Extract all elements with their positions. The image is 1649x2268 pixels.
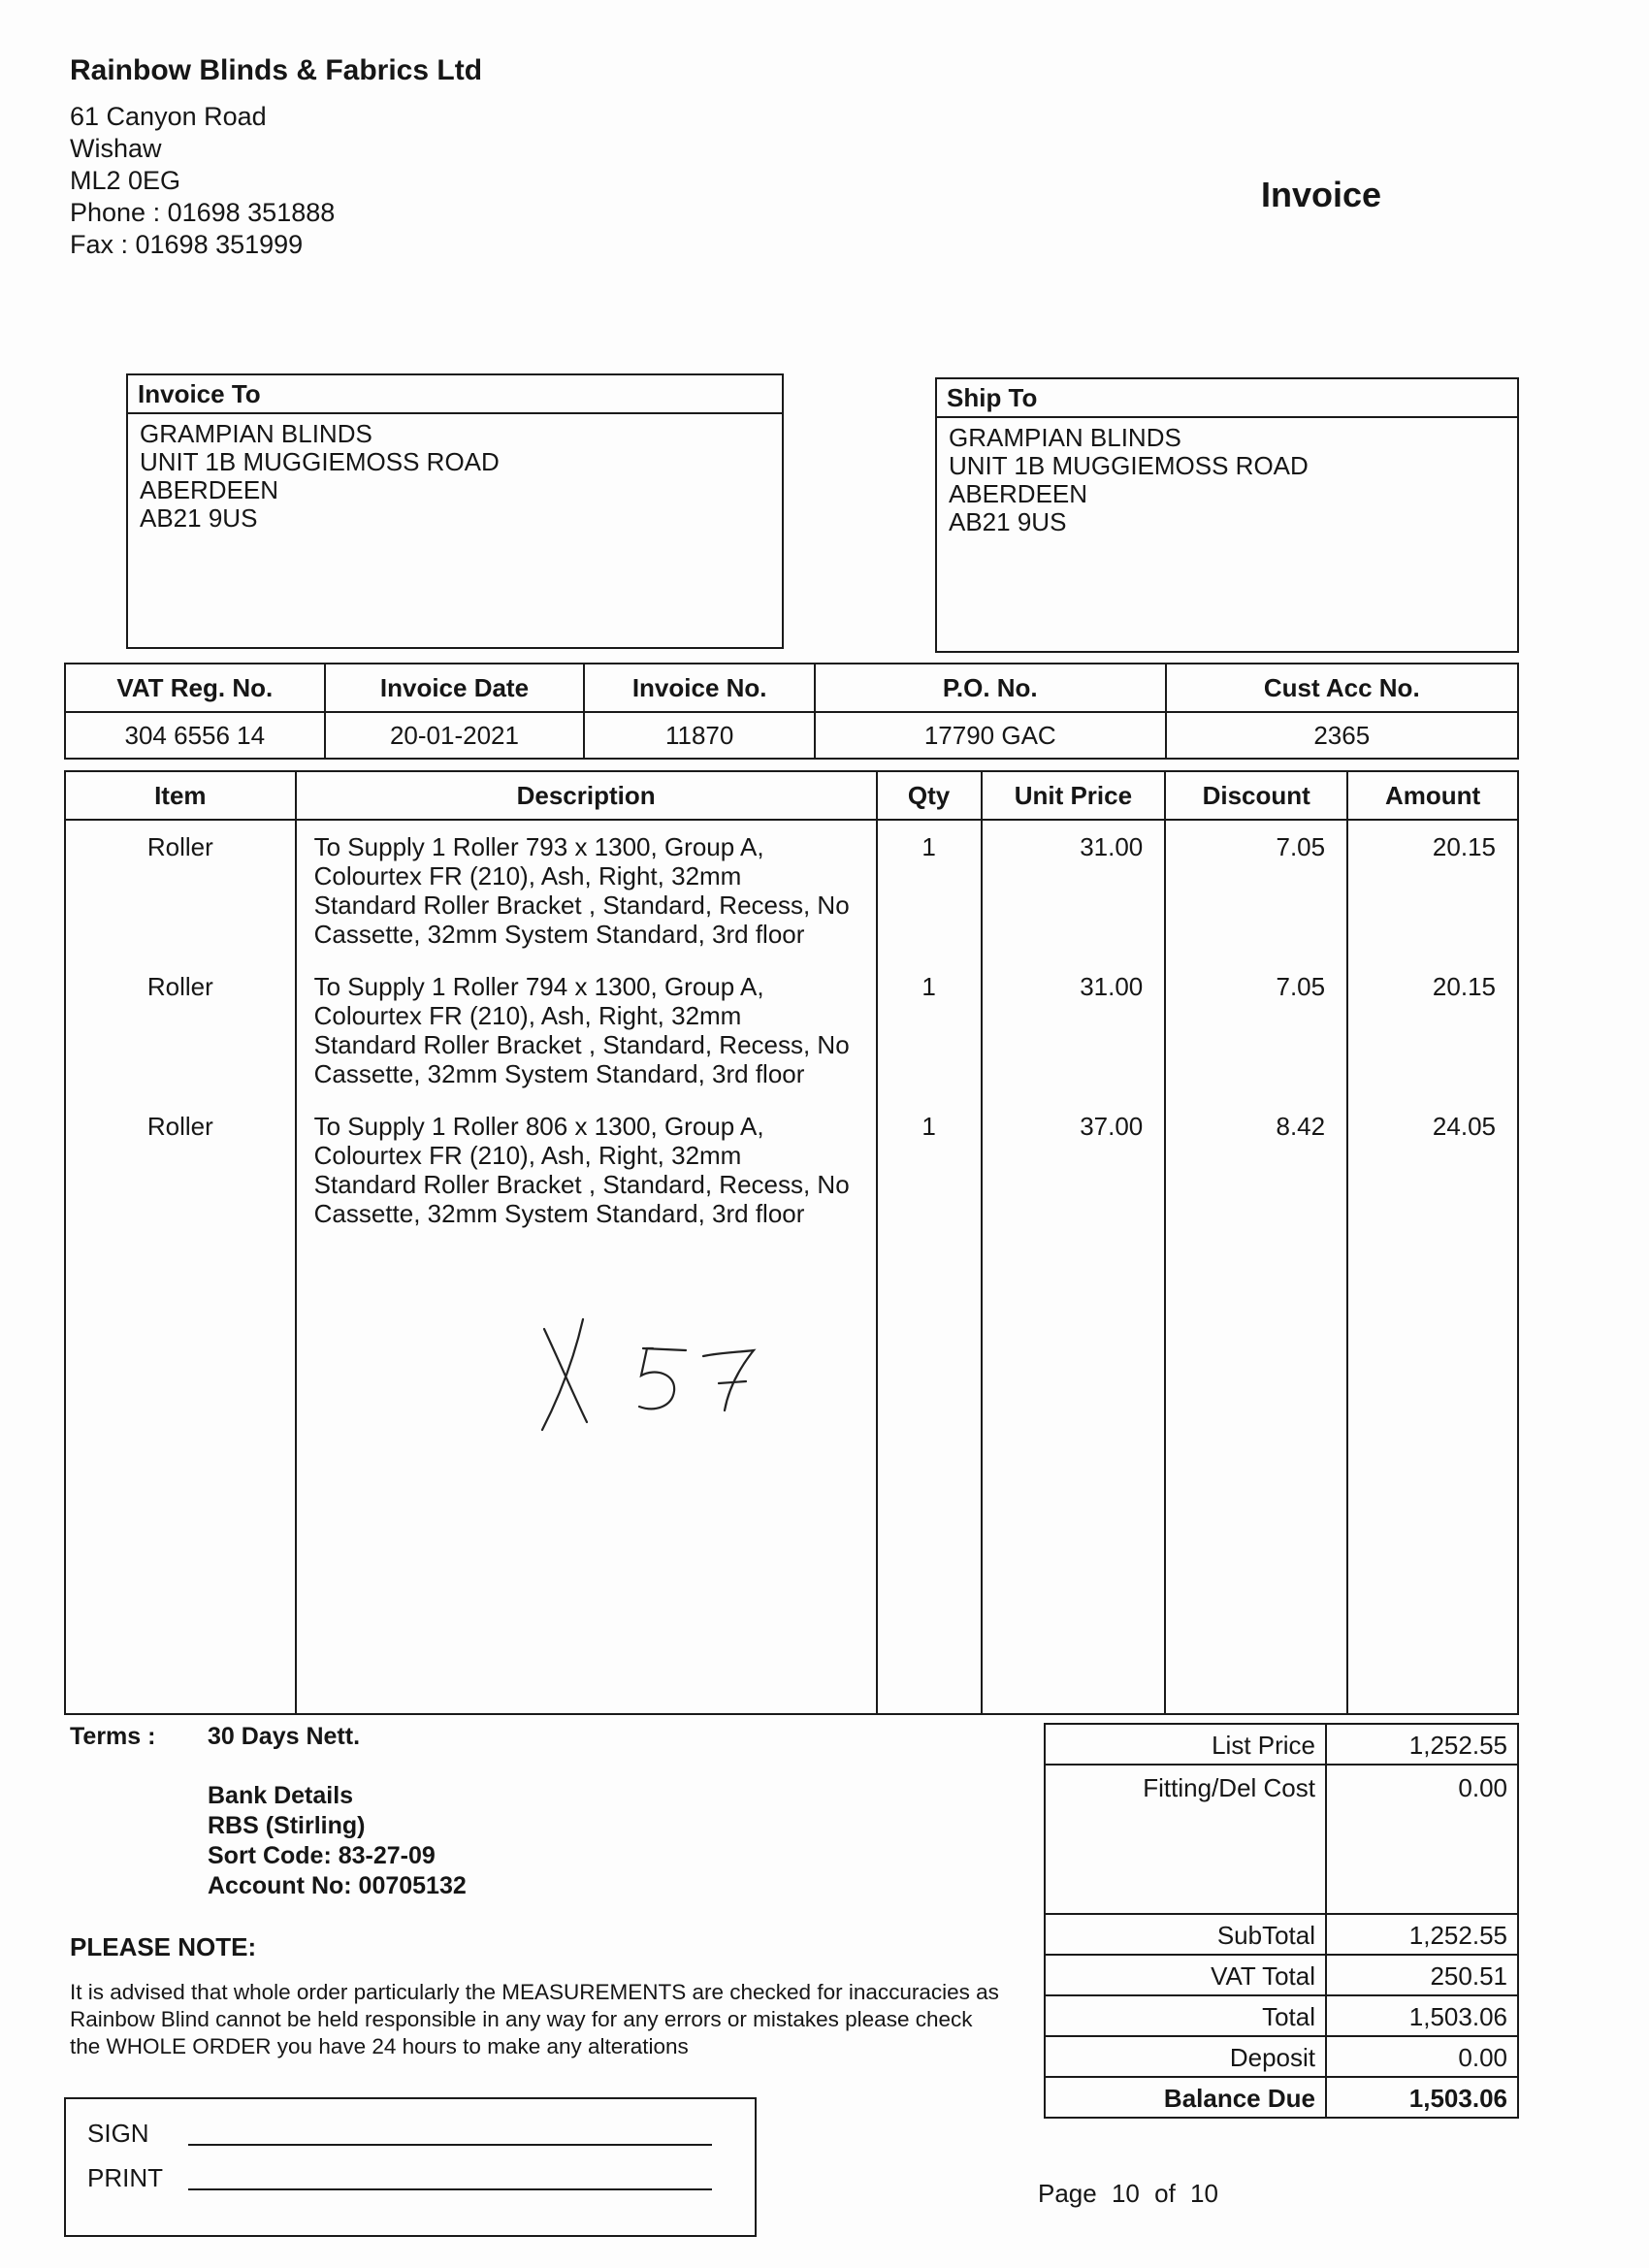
signature-box — [64, 2097, 757, 2237]
amount-cell: 20.15 — [1432, 832, 1496, 861]
invoice-to-line: ABERDEEN — [140, 475, 279, 504]
balance-due-value: 1,503.06 — [1326, 2077, 1518, 2118]
subtotal-value: 1,252.55 — [1326, 1914, 1518, 1955]
balance-due-label: Balance Due — [1045, 2077, 1326, 2118]
description-cell: To Supply 1 Roller 794 x 1300, Group A, Colourtex FR (210), Ash, Right, 32mm Standard Roller Bracket , Standard, Recess, No Cassette, 32mm System Standard, 3rd floor — [313, 972, 850, 1088]
invoice-date-value: 20-01-2021 — [325, 712, 585, 759]
address-line: ML2 0EG — [70, 166, 181, 195]
fitting-cost-value: 0.00 — [1326, 1765, 1518, 1914]
discount-cell: 8.42 — [1276, 1112, 1326, 1141]
ship-to-line: AB21 9US — [949, 507, 1067, 536]
line-items-table — [64, 770, 1519, 1715]
unit-price-cell: 31.00 — [1080, 972, 1144, 1001]
description-cell: To Supply 1 Roller 793 x 1300, Group A, Colourtex FR (210), Ash, Right, 32mm Standard Roller Bracket , Standard, Recess, No Cassette, 32mm System Standard, 3rd floor — [313, 832, 850, 949]
terms-value: 30 Days Nett. — [208, 1723, 361, 1750]
amount-header: Amount — [1347, 771, 1518, 820]
ship-to-box — [935, 377, 1519, 653]
list-price-value: 1,252.55 — [1326, 1724, 1518, 1765]
address-line: 61 Canyon Road — [70, 102, 267, 131]
invoice-to-box — [126, 373, 784, 649]
vat-reg-value: 304 6556 14 — [65, 712, 325, 759]
po-no-header: P.O. No. — [815, 664, 1165, 712]
deposit-value: 0.00 — [1326, 2036, 1518, 2077]
ship-to-line: GRAMPIAN BLINDS — [949, 423, 1181, 452]
discount-cell: 7.05 — [1276, 832, 1326, 861]
qty-header: Qty — [877, 771, 982, 820]
invoice-to-line: AB21 9US — [140, 503, 258, 533]
discount-cell: 7.05 — [1276, 972, 1326, 1001]
invoice-to-line: GRAMPIAN BLINDS — [140, 419, 372, 448]
vat-total-label: VAT Total — [1045, 1955, 1326, 1995]
item-cell: Roller — [146, 972, 213, 1001]
sign-label: SIGN — [87, 2119, 149, 2148]
please-note-body: It is advised that whole order particularly the MEASUREMENTS are checked for inaccuracies as Rainbow Blind cannot be held responsible in any way for any errors or mistakes please check the WHOLE ORDER you have 24 hours to make any alterations — [70, 1980, 999, 2058]
handwritten-note — [538, 1310, 800, 1436]
cust-acc-value: 2365 — [1166, 712, 1518, 759]
deposit-label: Deposit — [1045, 2036, 1326, 2077]
total-value: 1,503.06 — [1326, 1995, 1518, 2036]
invoice-to-title: Invoice To — [128, 375, 782, 414]
bank-line: Bank Details — [208, 1782, 354, 1809]
vat-total-value: 250.51 — [1326, 1955, 1518, 1995]
qty-cell: 1 — [922, 1112, 936, 1141]
document-title: Invoice — [1261, 175, 1382, 214]
bank-details — [208, 1781, 467, 1901]
print-line[interactable] — [188, 2188, 712, 2190]
bank-line: Sort Code: 83-27-09 — [208, 1842, 436, 1869]
subtotal-label: SubTotal — [1045, 1914, 1326, 1955]
ship-to-title: Ship To — [937, 379, 1517, 418]
vat-reg-header: VAT Reg. No. — [65, 664, 325, 712]
cust-acc-header: Cust Acc No. — [1166, 664, 1518, 712]
bank-line: Account No: 00705132 — [208, 1872, 467, 1899]
terms-label: Terms : — [70, 1723, 156, 1750]
unit-price-header: Unit Price — [982, 771, 1166, 820]
fax-line: Fax : 01698 351999 — [70, 230, 304, 259]
description-header: Description — [296, 771, 877, 820]
discount-header: Discount — [1165, 771, 1347, 820]
print-label: PRINT — [87, 2163, 163, 2192]
po-no-value: 17790 GAC — [815, 712, 1165, 759]
qty-cell: 1 — [922, 832, 936, 861]
item-cell: Roller — [146, 1112, 213, 1141]
invoice-info-table — [64, 663, 1519, 760]
total-label: Total — [1045, 1995, 1326, 2036]
page-of: of — [1154, 2179, 1176, 2208]
totals-table — [1044, 1723, 1519, 2119]
ship-to-line: ABERDEEN — [949, 479, 1088, 508]
invoice-to-line: UNIT 1B MUGGIEMOSS ROAD — [140, 447, 500, 476]
unit-price-cell: 31.00 — [1080, 832, 1144, 861]
page-current: 10 — [1111, 2179, 1140, 2208]
invoice-date-header: Invoice Date — [325, 664, 585, 712]
description-cell: To Supply 1 Roller 806 x 1300, Group A, Colourtex FR (210), Ash, Right, 32mm Standard Roller Bracket , Standard, Recess, No Cassette, 32mm System Standard, 3rd floor — [313, 1112, 850, 1228]
address-line: Wishaw — [70, 134, 162, 163]
fitting-cost-label: Fitting/Del Cost — [1045, 1765, 1326, 1914]
page-label: Page — [1038, 2179, 1097, 2208]
bank-line: RBS (Stirling) — [208, 1812, 366, 1839]
sign-line[interactable] — [188, 2144, 712, 2146]
unit-price-cell: 37.00 — [1080, 1112, 1144, 1141]
phone-line: Phone : 01698 351888 — [70, 198, 336, 227]
item-header: Item — [65, 771, 296, 820]
qty-cell: 1 — [922, 972, 936, 1001]
page-total: 10 — [1190, 2179, 1218, 2208]
list-price-label: List Price — [1045, 1724, 1326, 1765]
please-note-heading: PLEASE NOTE: — [70, 1932, 257, 1961]
item-cell: Roller — [146, 832, 213, 861]
company-address — [70, 101, 335, 261]
ship-to-line: UNIT 1B MUGGIEMOSS ROAD — [949, 451, 1309, 480]
amount-cell: 24.05 — [1432, 1112, 1496, 1141]
invoice-no-value: 11870 — [584, 712, 815, 759]
amount-cell: 20.15 — [1432, 972, 1496, 1001]
page-number — [1038, 2179, 1226, 2209]
invoice-no-header: Invoice No. — [584, 664, 815, 712]
company-name: Rainbow Blinds & Fabrics Ltd — [70, 54, 483, 86]
